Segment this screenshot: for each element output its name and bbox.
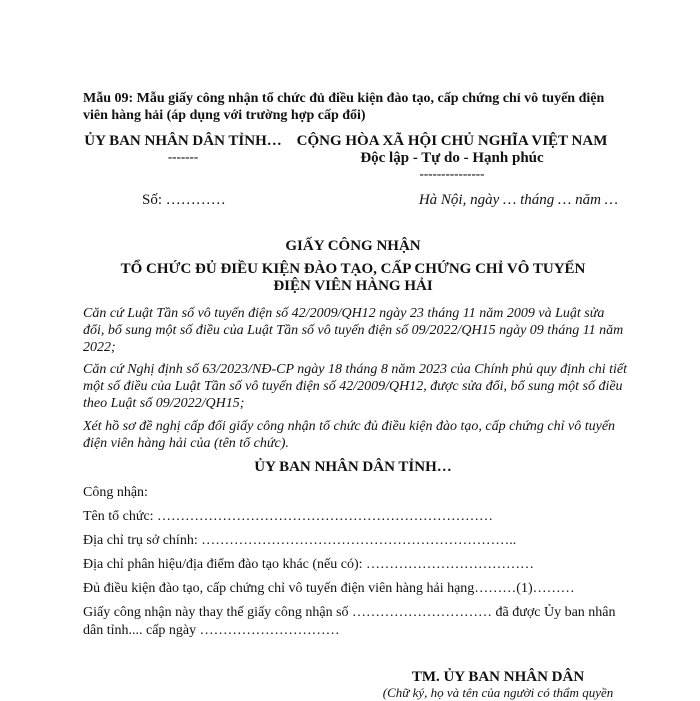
branch-address-line: Địa chỉ phân hiệu/địa điểm đào tạo khác (nếu có): ……………………………… <box>83 557 535 572</box>
document-subtitle: TỔ CHỨC ĐỦ ĐIỀU KIỆN ĐÀO TẠO, CẤP CHỨNG CHỈ VÔ TUYẾN ĐIỆN VIÊN HÀNG HẢI <box>120 261 586 294</box>
place-date: Hà Nội, ngày … tháng … năm … <box>418 192 618 208</box>
signature-note: (Chữ ký, họ và tên của người có thẩm quyền <box>382 685 614 700</box>
basis-law: Căn cứ Luật Tần số vô tuyến điện số 42/2009/QH12 ngày 23 tháng 11 năm 2009 và Luật sửa đổi, bổ sung một số điều của Luật Tần số vô tuyến điện số 09/2022/QH15 ngày 09 tháng 11 năm 2022; <box>83 306 624 355</box>
form-title: Mẫu 09: Mẫu giấy công nhận tổ chức đủ điều kiện đào tạo, cấp chứng chỉ vô tuyến điện viên hàng hải (áp dụng với trường hợp cấp đổi) <box>83 91 605 123</box>
agency-rule: ------- <box>167 149 199 164</box>
document-number: Số: ………… <box>142 192 226 208</box>
national-motto: Độc lập - Tự do - Hạnh phúc <box>360 150 544 166</box>
document-title: GIẤY CÔNG NHẬN <box>285 238 421 254</box>
org-name-line: Tên tổ chức: ……………………………………………………………… <box>83 509 494 524</box>
basis-decree: Căn cứ Nghị định số 63/2023/NĐ-CP ngày 18 tháng 8 năm 2023 của Chính phủ quy định chi tiết một số điều của Luật Tần số vô tuyến điện số 42/2009/QH12, được sửa đổi, bổ sung một số điều theo Luật số 09/2022/QH15; <box>83 362 628 411</box>
country-name: CỘNG HÒA XÃ HỘI CHỦ NGHĨA VIỆT NAM <box>296 133 608 149</box>
motto-rule: --------------- <box>419 166 485 181</box>
hq-address-line: Địa chỉ trụ sở chính: ………………………………………………………….. <box>83 533 517 548</box>
signature-title: TM. ỦY BAN NHÂN DÂN <box>411 669 585 685</box>
authority-heading: ỦY BAN NHÂN DÂN TỈNH… <box>254 459 452 475</box>
replacement-line: Giấy công nhận này thay thế giấy công nhận số ………………………… đã được Ủy ban nhân dân tỉnh.... cấp ngày ………………………… <box>83 605 616 638</box>
eligibility-line: Đủ điều kiện đào tạo, cấp chứng chỉ vô tuyến điện viên hàng hải hạng………(1)……… <box>83 581 575 596</box>
agency-name: ỦY BAN NHÂN DÂN TỈNH… <box>84 133 282 149</box>
recognize-label: Công nhận: <box>83 485 148 500</box>
basis-application: Xét hồ sơ đề nghị cấp đổi giấy công nhận tổ chức đủ điều kiện đào tạo, cấp chứng chỉ vô tuyến điện viên hàng hải của (tên tổ chức). <box>83 419 616 451</box>
